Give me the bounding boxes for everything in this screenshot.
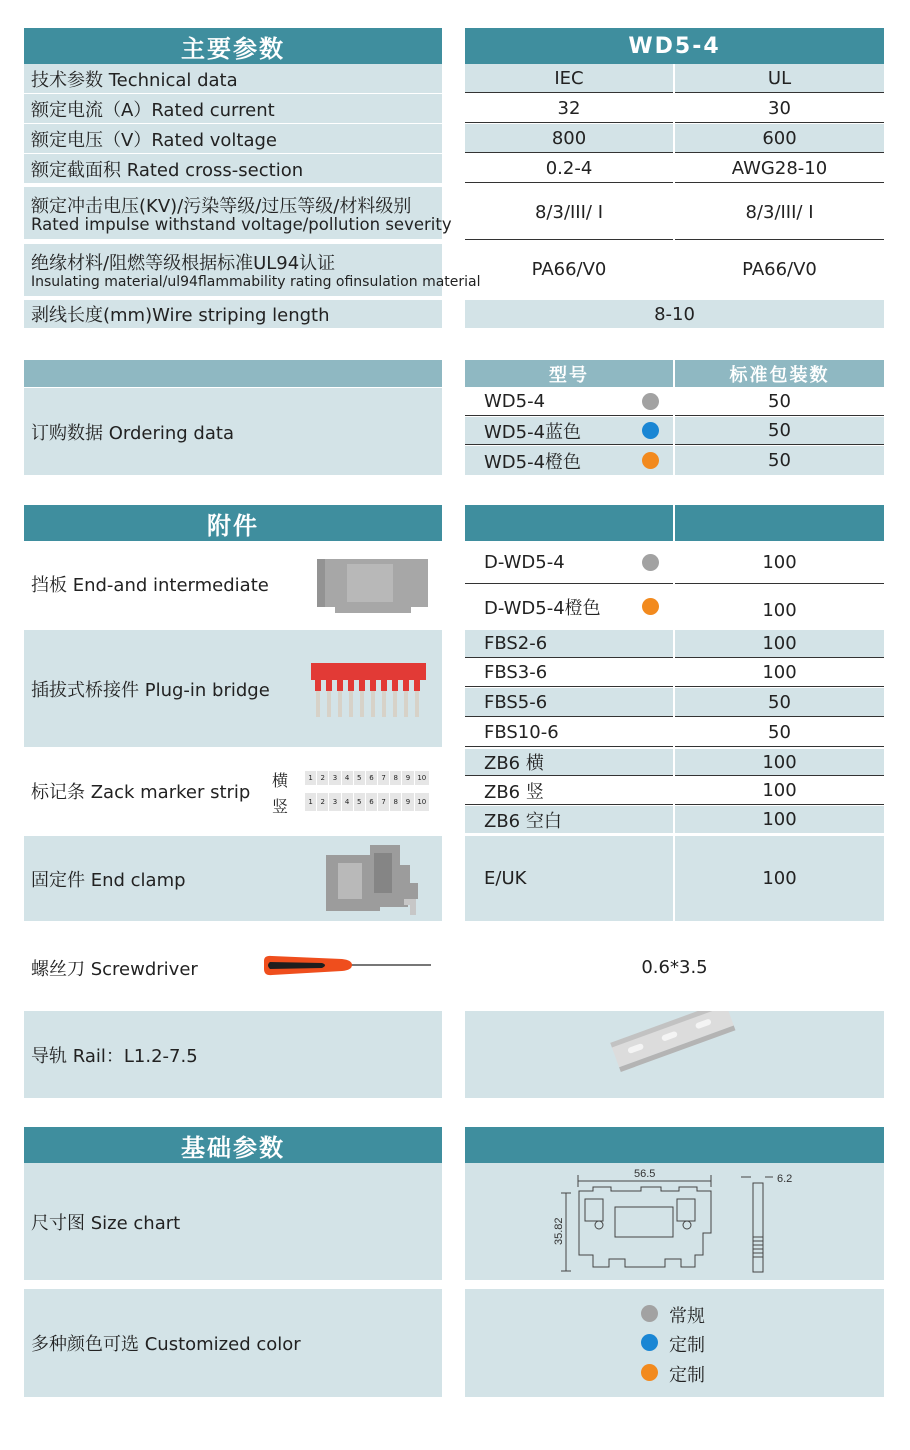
marker-cell: 3 xyxy=(329,793,341,811)
bridge-type-3: FBS5-6 xyxy=(465,688,673,717)
ordering-header-bar xyxy=(24,360,442,387)
rail-label: 导轨 Rail：L1.2-7.5 xyxy=(24,1011,442,1098)
section-title-accessories: 附件 xyxy=(24,505,442,541)
rail-image xyxy=(465,1011,884,1098)
order-qty-3: 50 xyxy=(675,446,884,475)
bridge-type-1: FBS2-6 xyxy=(465,630,673,658)
color-options-cell xyxy=(465,1289,884,1397)
marker-strip-horizontal xyxy=(305,771,429,785)
marker-cell: 9 xyxy=(402,771,414,785)
bridge-image xyxy=(311,663,426,719)
dim-width: 56.5 xyxy=(634,1168,656,1180)
gray-dot-icon xyxy=(641,1305,658,1322)
impulse-label-en: Rated impulse withstand voltage/pollution severity xyxy=(31,215,452,234)
bridge-qty-1: 100 xyxy=(675,630,884,658)
bridge-type-2: FBS3-6 xyxy=(465,659,673,687)
blue-dot-icon xyxy=(642,422,659,439)
marker-cell: 4 xyxy=(342,771,354,785)
model-title: WD5-4 xyxy=(465,28,884,64)
screwdriver-value: 0.6*3.5 xyxy=(641,957,708,978)
marker-cell: 7 xyxy=(378,793,390,811)
marker-type-1: ZB6 横 xyxy=(465,749,673,776)
param-label-current: 额定电流（A）Rated current xyxy=(24,94,442,123)
bridge-label: 插拔式桥接件 Plug-in bridge xyxy=(24,630,442,747)
ul-voltage: 600 xyxy=(675,124,884,153)
iec-header: IEC xyxy=(465,64,673,93)
param-label-technical: 技术参数 Technical data xyxy=(24,64,442,93)
orange-dot-icon xyxy=(642,452,659,469)
dim-height: 35.82 xyxy=(553,1217,565,1245)
param-label-voltage: 额定电压（V）Rated voltage xyxy=(24,124,442,153)
marker-cell: 8 xyxy=(390,771,402,785)
marker-cell: 5 xyxy=(354,793,366,811)
iec-insulation: PA66/V0 xyxy=(531,258,607,280)
clamp-qty: 100 xyxy=(675,836,884,921)
marker-cell: 5 xyxy=(354,771,366,785)
iec-current: 32 xyxy=(465,94,673,123)
marker-vertical-label: 竖 xyxy=(272,797,289,816)
color-option-1: 常规 xyxy=(669,1306,705,1327)
orange-dot-icon xyxy=(642,598,659,615)
order-qty-1: 50 xyxy=(675,388,884,416)
blue-dot-icon xyxy=(641,1334,658,1351)
bridge-qty-3: 50 xyxy=(675,688,884,717)
marker-strip-vertical xyxy=(305,793,429,811)
marker-qty-2: 100 xyxy=(675,777,884,805)
marker-cell: 10 xyxy=(415,793,430,811)
param-label-insulation xyxy=(24,244,481,296)
orange-dot-icon xyxy=(641,1364,658,1381)
marker-type-3: ZB6 空白 xyxy=(465,806,673,833)
marker-cell: 2 xyxy=(317,771,329,785)
size-chart-drawing xyxy=(465,1163,884,1280)
color-option-2: 定制 xyxy=(669,1335,705,1356)
order-type-2 xyxy=(465,417,673,445)
marker-cell: 7 xyxy=(378,771,390,785)
marker-cell: 10 xyxy=(415,771,430,785)
size-chart-cell xyxy=(465,1163,884,1280)
end-plate-label: 挡板 End-and intermediate xyxy=(24,541,442,627)
ul-current: 30 xyxy=(675,94,884,123)
col-type-header: 型号 xyxy=(465,360,673,387)
basic-header-right xyxy=(465,1127,884,1163)
order-type-3 xyxy=(465,446,673,475)
insulation-label-en: Insulating material/ul94flammability rating ofinsulation material xyxy=(31,274,481,290)
end-clamp-image xyxy=(320,843,442,918)
marker-cell: 1 xyxy=(305,771,317,785)
end-plate-qty-2: 100 xyxy=(762,600,797,621)
end-plate-type-2 xyxy=(465,586,673,627)
order-type-3-label: WD5-4橙色 xyxy=(484,451,582,473)
marker-cell: 1 xyxy=(305,793,317,811)
bridge-type-4: FBS10-6 xyxy=(465,718,673,747)
ul-header: UL xyxy=(675,64,884,93)
marker-cell: 4 xyxy=(342,793,354,811)
ul-cross-section: AWG28-10 xyxy=(675,154,884,183)
impulse-label-cn: 额定冲击电压(KV)/污染等级/过压等级/材料级别 xyxy=(31,196,412,217)
marker-qty-3: 100 xyxy=(675,806,884,833)
param-label-strip: 剥线长度(mm)Wire striping length xyxy=(24,300,442,328)
end-plate-qty-1: 100 xyxy=(675,541,884,584)
dim-thickness: 6.2 xyxy=(777,1173,793,1185)
ul-impulse: 8/3/III/ I xyxy=(675,185,884,240)
clamp-label: 固定件 End clamp xyxy=(24,836,442,921)
marker-type-2: ZB6 竖 xyxy=(465,777,673,805)
order-type-2-label: WD5-4蓝色 xyxy=(484,421,582,443)
end-plate-type-1-label: D-WD5-4 xyxy=(484,551,565,573)
gray-dot-icon xyxy=(642,554,659,571)
marker-cell: 2 xyxy=(317,793,329,811)
section-title-main: 主要参数 xyxy=(24,28,442,64)
bridge-qty-2: 100 xyxy=(675,659,884,687)
rail-image-cell xyxy=(465,1011,884,1098)
iec-impulse: 8/3/III/ I xyxy=(465,185,673,240)
screwdriver-label: 螺丝刀 Screwdriver xyxy=(24,925,442,1010)
end-plate-image xyxy=(313,557,432,614)
color-label: 多种颜色可选 Customized color xyxy=(24,1289,442,1397)
iec-cross-section: 0.2-4 xyxy=(465,154,673,183)
strip-length-value: 8-10 xyxy=(465,300,884,328)
col-pack-header: 标准包装数 xyxy=(675,360,884,387)
marker-cell: 6 xyxy=(366,793,378,811)
gray-dot-icon xyxy=(642,393,659,410)
bridge-qty-4: 50 xyxy=(675,718,884,747)
color-option-3: 定制 xyxy=(669,1365,705,1386)
screwdriver-image xyxy=(262,951,432,981)
clamp-type: E/UK xyxy=(465,836,673,921)
order-type-1 xyxy=(465,388,673,416)
section-title-basic: 基础参数 xyxy=(24,1127,442,1163)
iec-voltage: 800 xyxy=(465,124,673,153)
accessories-header-left xyxy=(465,505,673,541)
end-plate-type-2-label: D-WD5-4橙色 xyxy=(484,597,601,619)
ul-insulation: PA66/V0 xyxy=(742,258,817,280)
order-type-1-label: WD5-4 xyxy=(484,391,546,412)
marker-cell: 8 xyxy=(390,793,402,811)
insulation-label-cn: 绝缘材料/阻燃等级根据标准UL94认证 xyxy=(31,253,336,274)
marker-label: 标记条 Zack marker strip xyxy=(24,749,442,833)
end-plate-type-1 xyxy=(465,541,673,584)
marker-horizontal-label: 横 xyxy=(272,771,289,790)
ordering-label: 订购数据 Ordering data xyxy=(24,388,442,475)
marker-cell: 3 xyxy=(329,771,341,785)
marker-cell: 9 xyxy=(402,793,414,811)
param-label-impulse xyxy=(24,187,452,239)
param-label-cross-section: 额定截面积 Rated cross-section xyxy=(24,154,442,183)
marker-qty-1: 100 xyxy=(675,749,884,776)
order-qty-2: 50 xyxy=(675,417,884,445)
size-chart-label: 尺寸图 Size chart xyxy=(24,1163,442,1280)
marker-cell: 6 xyxy=(366,771,378,785)
accessories-header-right xyxy=(675,505,884,541)
